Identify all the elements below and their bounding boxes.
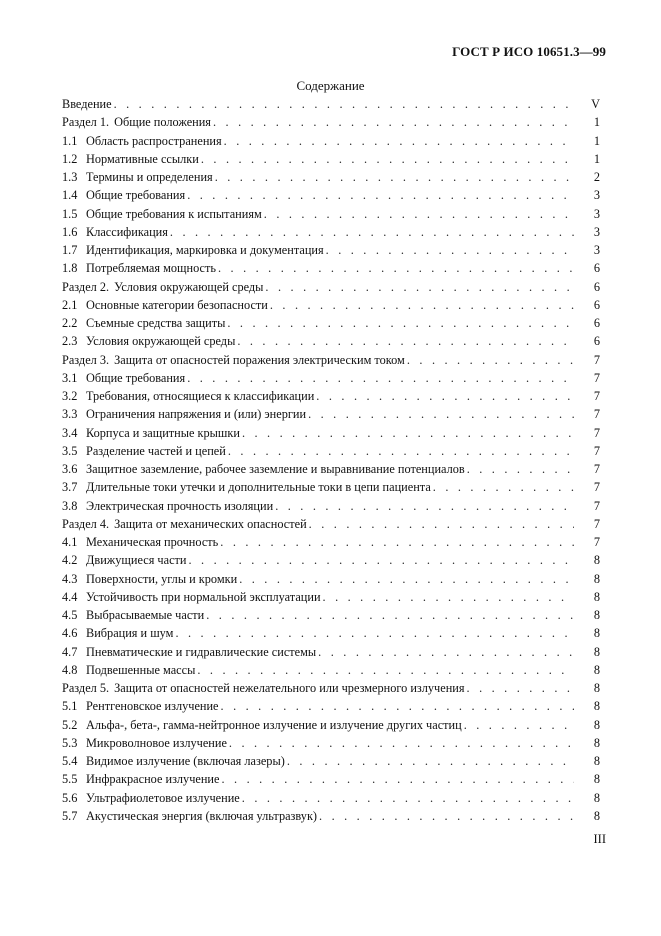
toc-entry-page: 7 xyxy=(593,352,600,367)
toc-entry-number: 3.4 xyxy=(62,425,78,440)
dot-leader xyxy=(265,278,574,296)
toc-entry-label: Поверхности, углы и кромки xyxy=(86,571,238,586)
toc-entry[interactable] xyxy=(62,807,600,825)
toc-entry-number: 2.3 xyxy=(62,334,78,349)
dot-leader xyxy=(433,478,574,496)
dot-leader xyxy=(319,807,574,825)
dot-leader xyxy=(197,661,574,679)
toc-entry-label: Потребляемая мощность xyxy=(86,261,216,276)
toc-entry-number: 3.2 xyxy=(62,389,78,403)
toc-entry-number: 5.5 xyxy=(62,772,78,787)
table-of-contents xyxy=(62,95,600,825)
toc-entry-page: 7 xyxy=(593,407,600,422)
toc-entry-label: Видимое излучение (включая лазеры) xyxy=(86,754,285,768)
toc-entry-label: Общие требования xyxy=(86,370,186,385)
dot-leader xyxy=(175,624,574,642)
toc-entry-label: Область распространения xyxy=(86,133,222,148)
toc-entry-page: 6 xyxy=(593,316,600,330)
toc-entry-page: 8 xyxy=(593,662,600,677)
toc-entry-page: 8 xyxy=(593,808,600,823)
toc-entry-label: Пневматические и гидравлические системы xyxy=(86,644,317,659)
toc-entry-number: 1.7 xyxy=(62,243,78,257)
toc-entry-number: 3.6 xyxy=(62,462,78,476)
toc-entry-label: Основные категории безопасности xyxy=(86,297,268,312)
dot-leader xyxy=(242,424,574,442)
toc-entry-number: Раздел 2. xyxy=(62,279,110,294)
toc-entry-page: 8 xyxy=(593,699,600,714)
standard-code-header: ГОСТ Р ИСО 10651.3—99 xyxy=(452,44,606,59)
toc-entry-label: Механическая прочность xyxy=(86,535,219,549)
toc-entry-label: Вибрация и шум xyxy=(86,626,174,641)
toc-entry-page: 8 xyxy=(593,717,600,732)
toc-entry-number: 4.2 xyxy=(62,553,78,568)
toc-entry-number: 1.5 xyxy=(62,206,78,221)
toc-entry-number: Раздел 1. xyxy=(62,115,110,130)
toc-entry-number: 3.1 xyxy=(62,370,78,385)
toc-entry[interactable] xyxy=(62,697,600,715)
toc-entry-number: 2.2 xyxy=(62,316,78,330)
toc-entry-page: 7 xyxy=(593,516,600,531)
toc-entry-label: Введение xyxy=(62,97,112,111)
toc-entry-page: 6 xyxy=(593,334,600,349)
dot-leader xyxy=(275,497,574,515)
dot-leader xyxy=(224,132,574,150)
toc-section-entry[interactable] xyxy=(62,351,600,369)
toc-entry-number: 1.6 xyxy=(62,224,78,239)
toc-entry-label: Микроволновое излучение xyxy=(86,735,227,750)
toc-entry[interactable] xyxy=(62,150,600,168)
toc-entry-page: 7 xyxy=(593,498,600,513)
toc-entry-page: 7 xyxy=(593,462,600,476)
toc-entry-number: Раздел 5. xyxy=(62,681,110,695)
toc-entry-page: 8 xyxy=(593,772,600,787)
toc-entry-number: Раздел 4. xyxy=(62,516,110,531)
toc-entry-page: 2 xyxy=(593,170,600,184)
toc-entry-number: 4.4 xyxy=(62,589,78,604)
toc-entry-number: 2.1 xyxy=(62,297,78,312)
toc-entry[interactable] xyxy=(62,752,600,770)
toc-entry-label: Альфа-, бета-, гамма-нейтронное излучение и излучение других частиц xyxy=(86,717,462,732)
toc-entry-label: Условия окружающей среды xyxy=(86,334,236,349)
toc-entry-page: 8 xyxy=(593,754,600,768)
toc-entry-page: 7 xyxy=(593,480,600,495)
toc-entry-page: 3 xyxy=(593,243,600,257)
toc-entry-page: 8 xyxy=(593,735,600,750)
dot-leader xyxy=(464,716,574,734)
toc-entry-number: 5.7 xyxy=(62,808,78,823)
dot-leader xyxy=(270,296,574,314)
toc-entry-number: 4.6 xyxy=(62,626,78,641)
toc-entry-label: Съемные средства защиты xyxy=(86,316,226,330)
toc-entry-number: 1.8 xyxy=(62,261,78,276)
toc-entry-label: Длительные токи утечки и дополнительные токи в цепи пациента xyxy=(86,480,431,495)
toc-entry-number: 5.3 xyxy=(62,735,78,750)
dot-leader xyxy=(188,551,574,569)
toc-entry-page: 8 xyxy=(593,790,600,805)
toc-entry[interactable] xyxy=(62,442,600,460)
dot-leader xyxy=(220,533,574,551)
dot-leader xyxy=(308,405,574,423)
toc-entry-page: 8 xyxy=(593,589,600,604)
toc-entry-label: Требования, относящиеся к классификации xyxy=(86,389,315,403)
toc-entry-label: Подвешенные массы xyxy=(86,662,196,677)
toc-entry-page: 8 xyxy=(593,681,600,695)
toc-entry-label: Нормативные ссылки xyxy=(86,151,199,166)
toc-entry[interactable] xyxy=(62,405,600,423)
toc-entry-number: 4.7 xyxy=(62,644,78,659)
dot-leader xyxy=(229,734,574,752)
toc-entry-number: Раздел 3. xyxy=(62,352,110,367)
toc-entry-page: 8 xyxy=(593,608,600,622)
toc-entry-label: Корпуса и защитные крышки xyxy=(86,425,240,440)
toc-entry[interactable] xyxy=(62,296,600,314)
toc-section-entry[interactable] xyxy=(62,515,600,533)
dot-leader xyxy=(309,515,574,533)
toc-entry-label: Общие положения xyxy=(114,115,211,130)
dot-leader xyxy=(237,332,574,350)
toc-entry-number: 3.8 xyxy=(62,498,78,513)
toc-entry-page: 8 xyxy=(593,553,600,568)
toc-entry-label: Акустическая энергия (включая ультразвук) xyxy=(86,808,318,823)
toc-entry-number: 1.2 xyxy=(62,151,78,166)
dot-leader xyxy=(323,588,574,606)
toc-entry-page: 7 xyxy=(593,389,600,403)
dot-leader xyxy=(316,387,574,405)
toc-entry-label: Классификация xyxy=(86,224,168,239)
toc-entry-number: 5.6 xyxy=(62,790,78,805)
page-number: III xyxy=(593,832,606,846)
dot-leader xyxy=(213,113,574,131)
toc-entry-page: 6 xyxy=(593,261,600,276)
toc-entry-label: Термины и определения xyxy=(86,170,213,184)
toc-entry-page: 7 xyxy=(593,370,600,385)
toc-entry[interactable] xyxy=(62,223,600,241)
dot-leader xyxy=(221,770,574,788)
dot-leader xyxy=(187,369,574,387)
dot-leader xyxy=(318,643,574,661)
toc-entry-page: V xyxy=(591,97,600,111)
toc-section-entry[interactable] xyxy=(62,278,600,296)
toc-entry-page: 3 xyxy=(593,188,600,203)
dot-leader xyxy=(170,223,574,241)
toc-entry-page: 3 xyxy=(593,206,600,221)
dot-leader xyxy=(326,241,574,259)
toc-entry-page: 3 xyxy=(593,224,600,239)
dot-leader xyxy=(206,606,574,624)
toc-entry-page: 8 xyxy=(593,626,600,641)
toc-entry[interactable] xyxy=(62,205,600,223)
dot-leader xyxy=(227,314,574,332)
toc-entry[interactable] xyxy=(62,259,600,277)
toc-entry-number: 5.4 xyxy=(62,754,78,768)
toc-entry-number: 5.2 xyxy=(62,717,78,732)
toc-entry-label: Защита от опасностей нежелательного или чрезмерного излучения xyxy=(114,681,465,695)
toc-entry[interactable] xyxy=(62,478,600,496)
toc-entry-number: 1.3 xyxy=(62,170,78,184)
dot-leader xyxy=(467,679,574,697)
dot-leader xyxy=(218,259,574,277)
toc-entry-number: 4.5 xyxy=(62,608,78,622)
toc-entry-label: Инфракрасное излучение xyxy=(86,772,220,787)
toc-entry[interactable] xyxy=(62,314,600,332)
toc-entry-number: 5.1 xyxy=(62,699,78,714)
toc-entry[interactable] xyxy=(62,606,600,624)
toc-entry[interactable] xyxy=(62,168,600,186)
toc-entry-number: 1.4 xyxy=(62,188,78,203)
dot-leader xyxy=(228,442,574,460)
toc-entry-page: 1 xyxy=(593,115,600,130)
toc-entry[interactable] xyxy=(62,533,600,551)
dot-leader xyxy=(201,150,574,168)
dot-leader xyxy=(114,95,574,113)
toc-entry[interactable] xyxy=(62,132,600,150)
toc-entry[interactable] xyxy=(62,332,600,350)
toc-entry-label: Устойчивость при нормальной эксплуатации xyxy=(86,589,321,604)
toc-entry-page: 1 xyxy=(593,151,600,166)
toc-entry-label: Общие требования к испытаниям xyxy=(86,206,262,221)
toc-entry-number: 3.7 xyxy=(62,480,78,495)
toc-entry-page: 7 xyxy=(593,443,600,458)
toc-entry[interactable] xyxy=(62,570,600,588)
toc-entry[interactable] xyxy=(62,624,600,642)
toc-section-entry[interactable] xyxy=(62,679,600,697)
toc-entry-label: Общие требования xyxy=(86,188,186,203)
toc-entry-number: 1.1 xyxy=(62,133,78,148)
toc-entry-label: Электрическая прочность изоляции xyxy=(86,498,274,513)
toc-entry-page: 6 xyxy=(593,297,600,312)
dot-leader xyxy=(242,789,574,807)
toc-entry[interactable] xyxy=(62,643,600,661)
dot-leader xyxy=(239,570,574,588)
toc-entry-label: Условия окружающей среды xyxy=(114,279,264,294)
dot-leader xyxy=(221,697,574,715)
toc-entry-page: 7 xyxy=(593,425,600,440)
toc-entry[interactable] xyxy=(62,424,600,442)
toc-entry[interactable] xyxy=(62,241,600,259)
toc-entry-number: 4.1 xyxy=(62,535,78,549)
toc-entry[interactable] xyxy=(62,661,600,679)
toc-title: Содержание xyxy=(296,78,365,93)
toc-entry-number: 3.3 xyxy=(62,407,78,422)
toc-entry[interactable] xyxy=(62,369,600,387)
toc-entry-label: Рентгеновское излучение xyxy=(86,699,219,714)
toc-entry-label: Защита от опасностей поражения электрическим током xyxy=(114,352,405,367)
toc-entry-number: 3.5 xyxy=(62,443,78,458)
toc-entry-page: 8 xyxy=(593,644,600,659)
toc-entry-label: Ультрафиолетовое излучение xyxy=(86,790,240,805)
toc-entry[interactable] xyxy=(62,716,600,734)
toc-entry-number: 4.8 xyxy=(62,662,78,677)
toc-entry[interactable] xyxy=(62,497,600,515)
toc-entry[interactable] xyxy=(62,770,600,788)
dot-leader xyxy=(407,351,574,369)
toc-entry-label: Ограничения напряжения и (или) энергии xyxy=(86,407,307,422)
toc-entry-page: 7 xyxy=(593,535,600,549)
dot-leader xyxy=(215,168,574,186)
toc-entry-label: Разделение частей и цепей xyxy=(86,443,226,458)
toc-entry-page: 1 xyxy=(593,133,600,148)
toc-entry-label: Защита от механических опасностей xyxy=(114,516,307,531)
toc-section-entry[interactable] xyxy=(62,113,600,131)
dot-leader xyxy=(467,460,574,478)
dot-leader xyxy=(264,205,574,223)
toc-entry[interactable] xyxy=(62,789,600,807)
dot-leader xyxy=(187,186,574,204)
toc-entry[interactable] xyxy=(62,95,600,113)
toc-entry-label: Идентификация, маркировка и документация xyxy=(86,243,324,257)
toc-entry-page: 8 xyxy=(593,571,600,586)
toc-entry-label: Выбрасываемые части xyxy=(86,608,205,622)
toc-entry[interactable] xyxy=(62,460,600,478)
toc-entry[interactable] xyxy=(62,551,600,569)
toc-entry[interactable] xyxy=(62,387,600,405)
toc-entry[interactable] xyxy=(62,734,600,752)
toc-entry-label: Движущиеся части xyxy=(86,553,187,568)
dot-leader xyxy=(287,752,574,770)
toc-entry-number: 4.3 xyxy=(62,571,78,586)
toc-entry-page: 6 xyxy=(593,279,600,294)
toc-entry[interactable] xyxy=(62,186,600,204)
toc-entry[interactable] xyxy=(62,588,600,606)
toc-entry-label: Защитное заземление, рабочее заземление и выравнивание потенциалов xyxy=(86,462,465,476)
